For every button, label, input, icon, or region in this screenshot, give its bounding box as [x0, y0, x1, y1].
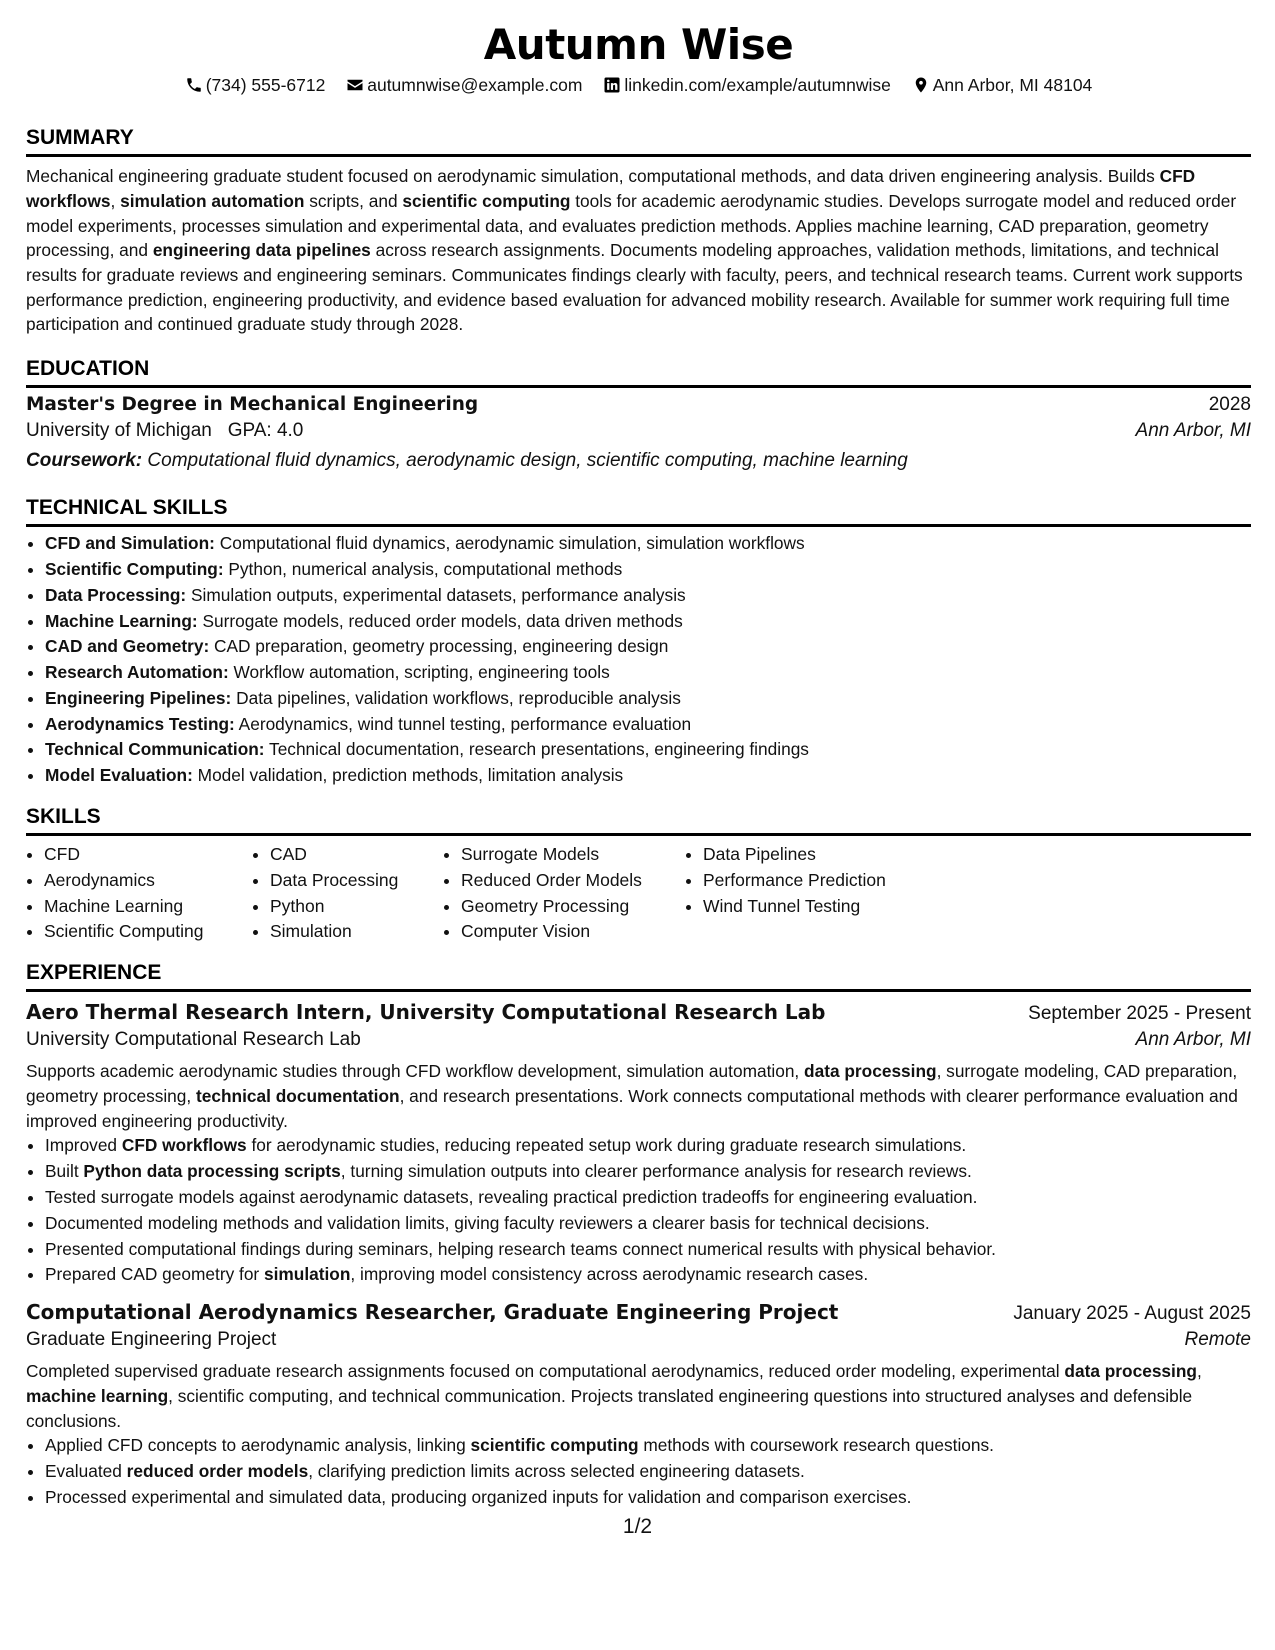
job-description: Supports academic aerodynamic studies through CFD workflow development, simulation automation, data processing, surrogate modeling, CAD preparation, geometry processing, technical documentation, and research presentations. Work connects computational methods with clearer performance evaluation and improved engineering productivity.	[26, 1061, 1238, 1131]
job-bullet: • Tested surrogate models against aerodynamic datasets, revealing practical prediction tradeoffs for engineering evaluation.	[45, 1185, 1251, 1211]
skills-column	[685, 842, 943, 945]
education-section	[26, 355, 1251, 476]
skill-item: • Reduced Order Models	[461, 868, 685, 894]
resume-page	[26, 18, 1251, 1511]
skill-label: CFD and Simulation:	[45, 533, 215, 554]
skill-label: Scientific Computing:	[45, 558, 224, 579]
skill-item: • Surrogate Models	[461, 842, 685, 868]
technical-skill-item: • Data Processing: Simulation outputs, experimental datasets, performance analysis	[45, 583, 1251, 609]
skill-item: • Data Pipelines	[703, 842, 943, 868]
job-bullets	[26, 1133, 1251, 1288]
skill-item: • Wind Tunnel Testing	[703, 894, 943, 920]
job-org: Graduate Engineering Project	[26, 1329, 277, 1351]
coursework: Coursework: Computational fluid dynamics, aerodynamic design, scientific computing, machine learning	[26, 450, 908, 472]
technical-skills-list	[26, 531, 1251, 789]
job-dates: January 2025 - August 2025	[1013, 1303, 1251, 1325]
skill-item: • Data Processing	[270, 868, 443, 894]
experience-list	[26, 1000, 1251, 1510]
technical-skill-item: • CAD and Geometry: CAD preparation, geometry processing, engineering design	[45, 634, 1251, 660]
page-number: 1/2	[622, 1515, 653, 1538]
school-location: Ann Arbor, MI	[1135, 420, 1251, 442]
job-dates: September 2025 - Present	[1028, 1003, 1251, 1025]
section-title: EDUCATION	[26, 355, 1251, 388]
contact-location	[912, 72, 1093, 98]
job-bullet: • Documented modeling methods and validation limits, giving faculty reviewers a clearer basis for technical decisions.	[45, 1211, 1251, 1237]
contact-phone[interactable]	[185, 72, 326, 98]
linkedin-icon	[603, 76, 621, 94]
school: University of Michigan GPA: 4.0	[26, 420, 304, 442]
location-text: Ann Arbor, MI 48104	[932, 75, 1093, 96]
job-location: Ann Arbor, MI	[1135, 1029, 1251, 1051]
job-description: Completed supervised graduate research assignments focused on computational aerodynamics, reduced order modeling, experimental data processing, machine learning, scientific computing, and technical communication. Projects translated engineering questions into structured analyses and defensible conclusions.	[26, 1361, 1202, 1431]
section-title: SKILLS	[26, 803, 1251, 836]
skill-item: • Scientific Computing	[44, 919, 252, 945]
skill-label: Model Evaluation:	[45, 765, 193, 786]
job-bullets	[26, 1433, 1251, 1510]
phone-icon	[185, 76, 203, 94]
contact-bar	[26, 72, 1251, 98]
skill-item: • Machine Learning	[44, 894, 252, 920]
skills-grid	[26, 842, 1251, 945]
technical-skill-item: • Technical Communication: Technical documentation, research presentations, engineering findings	[45, 737, 1251, 763]
skill-item: • Simulation	[270, 919, 443, 945]
phone-text: (734) 555-6712	[205, 75, 326, 96]
job-title: Aero Thermal Research Intern, University Computational Research Lab	[26, 1000, 826, 1025]
contact-email[interactable]	[346, 72, 582, 98]
section-title: TECHNICAL SKILLS	[26, 494, 1251, 527]
gpa: GPA: 4.0	[227, 420, 304, 442]
section-title: EXPERIENCE	[26, 959, 1251, 992]
skill-label: Engineering Pipelines:	[45, 687, 232, 708]
skill-item: • Performance Prediction	[703, 868, 943, 894]
summary-text: Mechanical engineering graduate student focused on aerodynamic simulation, computational methods, and data driven engineering analysis. Builds CFD workflows, simulation automation scripts, and scientific computing tools for academic aerodynamic studies. Develops surrogate model and reduced order model experiments, processes simulation and experimental data, and evaluates prediction methods. Applies machine learning, CAD preparation, geometry processing, and engineering data pipelines across research assignments. Documents modeling approaches, validation methods, limitations, and technical results for graduate reviews and engineering seminars. Communicates findings clearly with faculty, peers, and technical research teams. Current work supports performance prediction, engineering productivity, and evidence based evaluation for advanced mobility research. Available for summer work requiring full time participation and continued graduate study through 2028.	[26, 166, 1243, 335]
skill-label: Machine Learning:	[45, 610, 198, 631]
skill-label: CAD and Geometry:	[45, 636, 210, 657]
skills-column	[26, 842, 252, 945]
skill-label: Aerodynamics Testing:	[45, 713, 235, 734]
job-entry	[26, 1300, 1251, 1511]
job-entry	[26, 1000, 1251, 1288]
email-text: autumnwise@example.com	[367, 75, 583, 96]
job-bullet: • Built Python data processing scripts, turning simulation outputs into clearer performance analysis for research reviews.	[45, 1159, 1251, 1185]
job-bullet: • Applied CFD concepts to aerodynamic analysis, linking scientific computing methods with coursework research questions.	[45, 1433, 1251, 1459]
job-bullet: • Improved CFD workflows for aerodynamic studies, reducing repeated setup work during graduate research simulations.	[45, 1133, 1251, 1159]
technical-skill-item: • Machine Learning: Surrogate models, reduced order models, data driven methods	[45, 609, 1251, 635]
map-pin-icon	[912, 76, 930, 94]
linkedin-text: linkedin.com/example/autumnwise	[624, 75, 891, 96]
skill-label: Data Processing:	[45, 584, 187, 605]
job-bullet: • Presented computational findings during seminars, helping research teams connect numerical results with physical behavior.	[45, 1237, 1251, 1263]
candidate-name: Autumn Wise	[483, 20, 794, 69]
job-title: Computational Aerodynamics Researcher, Graduate Engineering Project	[26, 1300, 839, 1325]
technical-skill-item: • Model Evaluation: Model validation, prediction methods, limitation analysis	[45, 763, 1251, 789]
graduation-year: 2028	[1208, 394, 1251, 416]
job-bullet: • Processed experimental and simulated data, producing organized inputs for validation and comparison exercises.	[45, 1485, 1251, 1511]
technical-skill-item: • Aerodynamics Testing: Aerodynamics, wind tunnel testing, performance evaluation	[45, 712, 1251, 738]
skill-item: • CFD	[44, 842, 252, 868]
contact-linkedin[interactable]	[603, 72, 891, 98]
job-bullet: • Evaluated reduced order models, clarifying prediction limits across selected engineering datasets.	[45, 1459, 1251, 1485]
experience-section	[26, 959, 1251, 1510]
degree: Master's Degree in Mechanical Engineering	[26, 394, 479, 416]
technical-skill-item: • CFD and Simulation: Computational fluid dynamics, aerodynamic simulation, simulation workflows	[45, 531, 1251, 557]
skill-item: • Aerodynamics	[44, 868, 252, 894]
skills-column	[443, 842, 685, 945]
skill-label: Research Automation:	[45, 662, 229, 683]
skill-item: • Geometry Processing	[461, 894, 685, 920]
technical-skill-item: • Research Automation: Workflow automation, scripting, engineering tools	[45, 660, 1251, 686]
skill-label: Technical Communication:	[45, 739, 265, 760]
skill-item: • CAD	[270, 842, 443, 868]
job-bullet: • Prepared CAD geometry for simulation, improving model consistency across aerodynamic research cases.	[45, 1262, 1251, 1288]
section-title: SUMMARY	[26, 124, 1251, 157]
job-location: Remote	[1184, 1329, 1251, 1351]
skill-item: • Python	[270, 894, 443, 920]
envelope-icon	[346, 76, 364, 94]
skill-item: • Computer Vision	[461, 919, 685, 945]
technical-skill-item: • Engineering Pipelines: Data pipelines, validation workflows, reproducible analysis	[45, 686, 1251, 712]
job-org: University Computational Research Lab	[26, 1029, 361, 1051]
summary-section	[26, 124, 1251, 337]
technical-skill-item: • Scientific Computing: Python, numerical analysis, computational methods	[45, 557, 1251, 583]
skills-section	[26, 803, 1251, 945]
technical-skills-section	[26, 494, 1251, 789]
skills-column	[252, 842, 443, 945]
